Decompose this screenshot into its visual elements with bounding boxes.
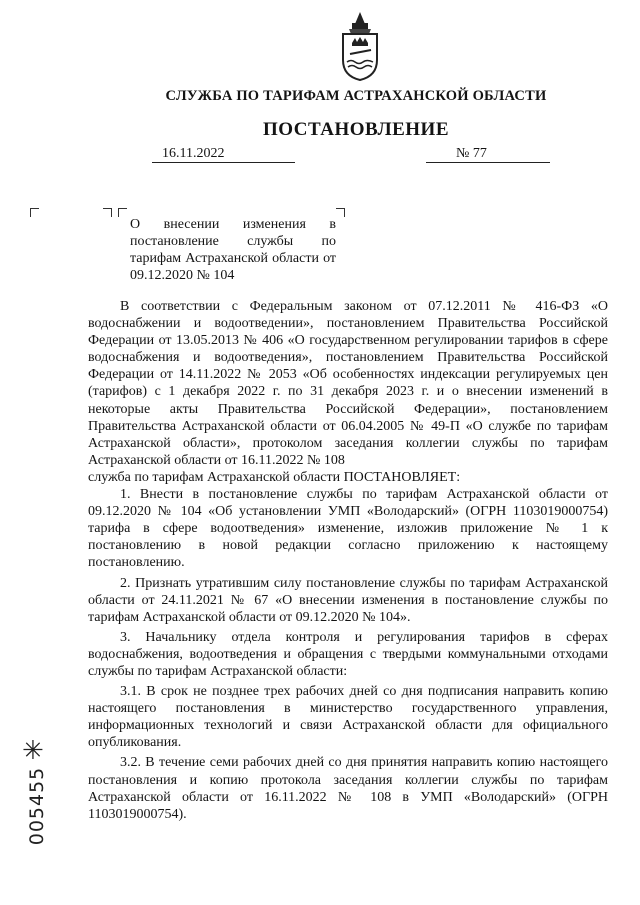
serial-number: 005455 [26,766,48,846]
item-3-1-paragraph: 3.1. В срок не позднее трех рабочих дней со дня подписания направить копию настоящего постановления в министерство государственного управления, информационных технологий и связи Астраханской области для официального опубликования. [88,684,608,751]
left-margin-corner-mark [30,208,39,217]
astrakhan-coat-of-arms-icon [335,10,385,84]
item-1-paragraph: 1. Внести в постановление службы по тарифам Астраханской области от 09.12.2020 № 104 «Об установлении УМП «Володарский» (ОГРН 1103019000754) тарифа в сфере водоотведения» изменение, изложив приложение № 1 к постановлению в новой редакции согласно приложению к настоящему постановлению. [88,487,608,571]
subject-corner-mark-right [336,208,345,217]
item-2-paragraph: 2. Признать утратившим силу постановление службы по тарифам Астраханской области от 24.11.2021 № 67 «О внесении изменения в постановление службы по тарифам Астраханской области от 09.12.2020 № 104». [88,575,608,625]
item-3-2-paragraph: 3.2. В течение семи рабочих дней со дня принятия направить копию настоящего постановления и копию протокола заседания коллегии службы по тарифам Астраханской области от 16.11.2022 № 108 в УМП «Володарский» (ОГРН 1103019000754). [88,755,608,822]
document-date: 16.11.2022 [152,146,295,163]
serial-stamp [8,736,68,874]
document-type: ПОСТАНОВЛЕНИЕ [262,119,450,140]
subject-heading: О внесении изменения в постановление службы по тарифам Астраханской области от 09.12.2020 № 104 [130,217,336,283]
item-3-paragraph: 3. Начальнику отдела контроля и регулирования тарифов в сферах водоснабжения, водоотведения и обращения с твердыми коммунальными отходами службы по тарифам Астраханской области: [88,629,608,679]
preamble-paragraph: В соответствии с Федеральным законом от 07.12.2011 № 416-ФЗ «О водоснабжении и водоотведении», постановлением Правительства Российской Федерации от 13.05.2013 № 406 «О государственном регулировании тарифов в сфере водоснабжения и водоотведения», постановлением Правительства Российской Федерации от 14.11.2022 № 2053 «Об особенностях индексации регулируемых цен (тарифов) с 1 декабря 2022 г. по 31 декабря 2023 г. и о внесении изменений в некоторые акты Правительства Российской Федерации», постановлением Правительства Астраханской области от 06.04.2005 № 49-П «О службе по тарифам Астраханской области», протоколом заседания коллегии службы по тарифам Астраханской области от 16.11.2022 № 108 [88,299,608,468]
document-number: № 77 [426,146,550,163]
subject-corner-mark-inner [103,208,112,217]
resolution-line: служба по тарифам Астраханской области ПОСТАНОВЛЯЕТ: [88,469,461,485]
subject-corner-mark-left [118,208,127,217]
document-body [88,298,608,823]
star-mark-icon: ✳ [22,736,44,766]
agency-name: СЛУЖБА ПО ТАРИФАМ АСТРАХАНСКОЙ ОБЛАСТИ [165,88,547,104]
